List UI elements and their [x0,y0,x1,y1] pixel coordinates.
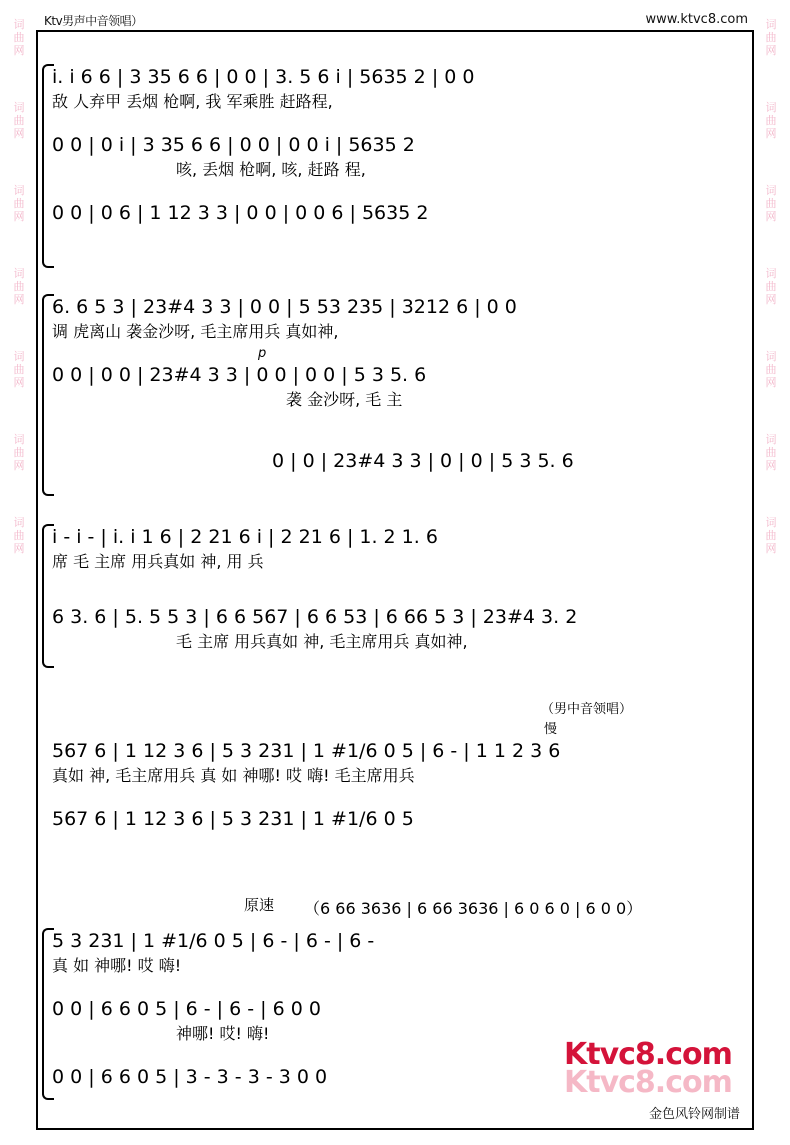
note-line: 567 6 | 1 12 3 6 | 5 3 231 | 1 #1/6 0 5 | 6 - | 1 1 2 3 6 [52,740,561,762]
tempo-original-annotation: 原速 [244,896,275,914]
voice-row [36,992,754,1043]
credit-text: 金色风铃网制谱 [648,1107,740,1122]
watermark-text: 词 曲 网 [13,350,25,389]
system-4 [36,698,754,838]
lyric-line: 真如 神, 毛主席用兵 真 如 神哪! 哎 嗨! 毛主席用兵 [52,765,415,785]
watermark-text: 词 曲 网 [765,350,777,389]
logo-ghost-text: Ktvc8.com [564,1065,732,1100]
logo-main-text: Ktvc8.com [564,1037,732,1072]
note-line: 0 0 | 6 6 0 5 | 6 - | 6 - | 6 0 0 [52,998,321,1020]
voice-row [36,290,754,341]
lyric-line: 毛 主席 用兵真如 神, 毛主席用兵 真如神, [176,631,468,651]
lyric-line: 调 虎离山 袭金沙呀, 毛主席用兵 真如神, [52,321,339,341]
watermark-text: 词 曲 网 [765,101,777,140]
dynamic-marking-p: p [258,346,267,361]
lyric-line: 咳, 丢烟 枪啊, 咳, 赶路 程, [176,159,366,179]
note-line: i. i 6 6 | 3 35 6 6 | 0 0 | 3. 5 6 i | 5635 2 | 0 0 [52,66,475,88]
lyric-line: 袭 金沙呀, 毛 主 [286,389,403,409]
watermark-text: 词 曲 网 [765,516,777,555]
watermark-text: 词 曲 网 [765,18,777,57]
voice-row [36,444,754,484]
watermark-column-left [2,0,36,1145]
note-line: 6 3. 6 | 5. 5 5 3 | 6 6 567 | 6 6 53 | 6 66 5 3 | 23#4 3. 2 [52,606,578,628]
score-sheet [36,8,754,1136]
voice-row [36,734,754,785]
watermark-text: 词 曲 网 [13,18,25,57]
staff-top-rule [36,30,754,32]
male-alto-lead-annotation: （男中音领唱） [541,702,633,717]
note-line: 567 6 | 1 12 3 6 | 5 3 231 | 1 #1/6 0 5 [52,808,414,830]
note-line: 0 0 | 0 i | 3 35 6 6 | 0 0 | 0 0 i | 5635 2 [52,134,415,156]
note-line: 5 3 231 | 1 #1/6 0 5 | 6 - | 6 - | 6 - [52,930,375,952]
note-line: 6. 6 5 3 | 23#4 3 3 | 0 0 | 5 53 235 | 3212 6 | 0 0 [52,296,517,318]
lyric-line: 真 如 神哪! 哎 嗨! [52,955,182,975]
watermark-text: 词 曲 网 [13,267,25,306]
watermark-text: 词 曲 网 [13,184,25,223]
system-3 [36,520,754,670]
voice-row [36,520,754,571]
lyric-line: 席 毛 主席 用兵真如 神, 用 兵 [52,551,264,571]
voice-row [36,196,754,236]
note-line: i - i - | i. i 1 6 | 2 21 6 i | 2 21 6 | 1. 2 1. 6 [52,526,438,548]
voice-row [36,60,754,111]
note-line: 0 0 | 6 6 0 5 | 3 - 3 - 3 - 3 0 0 [52,1066,328,1088]
header-left-label: Ktv男声中音领唱） [44,14,143,28]
system-1 [36,60,754,270]
staff-bottom-rule [36,1128,754,1130]
watermark-column-right [754,0,788,1145]
voice-row [36,128,754,179]
watermark-text: 词 曲 网 [765,267,777,306]
voice-row [36,924,754,975]
note-line: 0 0 | 0 0 | 23#4 3 3 | 0 0 | 0 0 | 5 3 5. 6 [52,364,427,386]
lyric-line: 敌 人弃甲 丢烟 枪啊, 我 军乘胜 赶路程, [52,91,333,111]
tempo-ossia-line: （6 66 3636 | 6 66 3636 | 6 0 6 0 | 6 0 0） [304,898,643,918]
watermark-text: 词 曲 网 [13,516,25,555]
watermark-text: 词 曲 网 [13,101,25,140]
watermark-text: 词 曲 网 [765,184,777,223]
lyric-line: 神哪! 哎! 嗨! [176,1023,270,1043]
watermark-text: 词 曲 网 [13,433,25,472]
system-2 [36,290,754,505]
voice-row [36,346,754,409]
voice-row [36,600,754,651]
note-line: 0 0 | 0 6 | 1 12 3 3 | 0 0 | 0 0 6 | 5635 2 [52,202,429,224]
watermark-text: 词 曲 网 [765,433,777,472]
note-line: 0 | 0 | 23#4 3 3 | 0 | 0 | 5 3 5. 6 [272,450,574,472]
voice-row [36,802,754,842]
site-url: www.ktvc8.com [645,12,748,27]
tempo-slow-annotation: 慢 [544,722,558,737]
site-logo [564,1037,744,1100]
